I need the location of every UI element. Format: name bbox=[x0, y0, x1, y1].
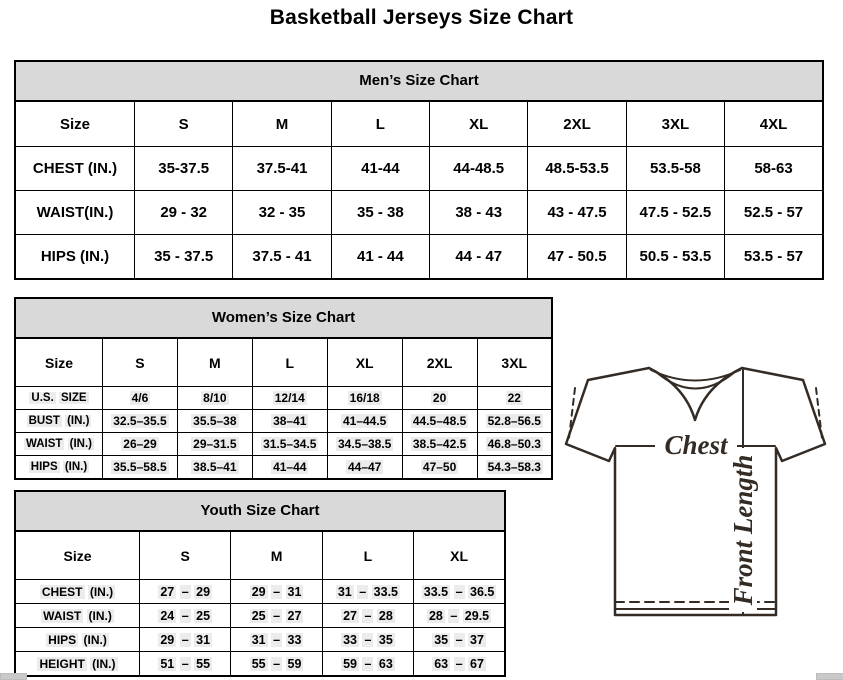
measurement-row bbox=[15, 604, 505, 628]
value-cell: 31 – 33 bbox=[231, 628, 322, 652]
value-cell: 35-37.5 bbox=[135, 147, 233, 191]
measurement-row bbox=[15, 433, 552, 456]
value-cell: 34.5–38.5 bbox=[327, 433, 402, 456]
value-cell: 38.5–42.5 bbox=[402, 433, 477, 456]
mens-size-chart-section bbox=[14, 60, 824, 280]
value-cell: 35 - 37.5 bbox=[135, 235, 233, 280]
value-cell: 44-48.5 bbox=[430, 147, 528, 191]
value-cell: 55 – 59 bbox=[231, 652, 322, 677]
size-column-header: L bbox=[252, 339, 327, 387]
size-column-header: XL bbox=[414, 532, 505, 580]
value-cell: 44 - 47 bbox=[430, 235, 528, 280]
value-cell: 43 - 47.5 bbox=[528, 191, 626, 235]
value-cell: 37.5 - 41 bbox=[233, 235, 331, 280]
size-label-cell: Size bbox=[15, 102, 135, 147]
row-label: CHEST (IN.) bbox=[15, 147, 135, 191]
value-cell: 31.5–34.5 bbox=[252, 433, 327, 456]
value-cell: 31 – 33.5 bbox=[322, 580, 413, 604]
value-cell: 27 – 29 bbox=[140, 580, 231, 604]
value-cell: 35.5–38 bbox=[177, 410, 252, 433]
chest-label: Chest bbox=[664, 430, 728, 460]
value-cell: 8/10 bbox=[177, 387, 252, 410]
value-cell: 48.5-53.5 bbox=[528, 147, 626, 191]
value-cell: 28 – 29.5 bbox=[414, 604, 505, 628]
size-column-header: S bbox=[135, 102, 233, 147]
value-cell: 16/18 bbox=[327, 387, 402, 410]
value-cell: 4/6 bbox=[103, 387, 178, 410]
womens-size-table bbox=[14, 338, 553, 480]
value-cell: 47 - 50.5 bbox=[528, 235, 626, 280]
row-label: WAIST(IN.) bbox=[15, 191, 135, 235]
measurement-row bbox=[15, 147, 823, 191]
youth-size-table bbox=[14, 531, 506, 677]
value-cell: 63 – 67 bbox=[414, 652, 505, 677]
size-header-row bbox=[15, 102, 823, 147]
size-label-cell: Size bbox=[15, 532, 140, 580]
measurement-row bbox=[15, 628, 505, 652]
value-cell: 27 – 28 bbox=[322, 604, 413, 628]
value-cell: 33 – 35 bbox=[322, 628, 413, 652]
measurement-row bbox=[15, 652, 505, 677]
value-cell: 38 - 43 bbox=[430, 191, 528, 235]
size-column-header: S bbox=[103, 339, 178, 387]
measurement-row bbox=[15, 387, 552, 410]
row-label: HIPS (IN.) bbox=[15, 456, 103, 480]
value-cell: 38–41 bbox=[252, 410, 327, 433]
value-cell: 47–50 bbox=[402, 456, 477, 480]
value-cell: 33.5 – 36.5 bbox=[414, 580, 505, 604]
value-cell: 35 - 38 bbox=[331, 191, 429, 235]
value-cell: 37.5-41 bbox=[233, 147, 331, 191]
mens-size-table bbox=[14, 101, 824, 280]
size-label-cell: Size bbox=[15, 339, 103, 387]
youth-size-chart-section bbox=[14, 490, 506, 677]
value-cell: 41–44.5 bbox=[327, 410, 402, 433]
value-cell: 46.8–50.3 bbox=[477, 433, 552, 456]
measurement-row bbox=[15, 235, 823, 280]
row-label: HIPS (IN.) bbox=[15, 628, 140, 652]
row-label: CHEST (IN.) bbox=[15, 580, 140, 604]
value-cell: 26–29 bbox=[103, 433, 178, 456]
value-cell: 29–31.5 bbox=[177, 433, 252, 456]
value-cell: 32.5–35.5 bbox=[103, 410, 178, 433]
size-header-row bbox=[15, 339, 552, 387]
value-cell: 41 - 44 bbox=[331, 235, 429, 280]
size-column-header: 3XL bbox=[477, 339, 552, 387]
value-cell: 52.8–56.5 bbox=[477, 410, 552, 433]
row-label: HIPS (IN.) bbox=[15, 235, 135, 280]
jersey-measurement-diagram bbox=[552, 358, 834, 670]
row-label: WAIST (IN.) bbox=[15, 433, 103, 456]
value-cell: 25 – 27 bbox=[231, 604, 322, 628]
jersey-outline bbox=[566, 368, 825, 615]
value-cell: 44.5–48.5 bbox=[402, 410, 477, 433]
row-label: WAIST (IN.) bbox=[15, 604, 140, 628]
measurement-row bbox=[15, 191, 823, 235]
table-title-band: Women’s Size Chart bbox=[14, 297, 553, 338]
value-cell: 51 – 55 bbox=[140, 652, 231, 677]
value-cell: 38.5–41 bbox=[177, 456, 252, 480]
size-column-header: 3XL bbox=[626, 102, 724, 147]
jersey-svg bbox=[552, 358, 834, 670]
value-cell: 24 – 25 bbox=[140, 604, 231, 628]
value-cell: 58-63 bbox=[725, 147, 823, 191]
value-cell: 29 – 31 bbox=[140, 628, 231, 652]
size-column-header: M bbox=[233, 102, 331, 147]
value-cell: 29 – 31 bbox=[231, 580, 322, 604]
value-cell: 53.5-58 bbox=[626, 147, 724, 191]
value-cell: 50.5 - 53.5 bbox=[626, 235, 724, 280]
value-cell: 53.5 - 57 bbox=[725, 235, 823, 280]
size-column-header: L bbox=[322, 532, 413, 580]
value-cell: 29 - 32 bbox=[135, 191, 233, 235]
value-cell: 20 bbox=[402, 387, 477, 410]
measurement-row bbox=[15, 580, 505, 604]
row-label: U.S. SIZE bbox=[15, 387, 103, 410]
measurement-row bbox=[15, 456, 552, 480]
row-label: HEIGHT (IN.) bbox=[15, 652, 140, 677]
size-column-header: 2XL bbox=[402, 339, 477, 387]
table-title-band: Youth Size Chart bbox=[14, 490, 506, 531]
value-cell: 44–47 bbox=[327, 456, 402, 480]
measurement-row bbox=[15, 410, 552, 433]
size-column-header: S bbox=[140, 532, 231, 580]
value-cell: 22 bbox=[477, 387, 552, 410]
size-column-header: M bbox=[231, 532, 322, 580]
value-cell: 54.3–58.3 bbox=[477, 456, 552, 480]
value-cell: 35.5–58.5 bbox=[103, 456, 178, 480]
size-column-header: XL bbox=[430, 102, 528, 147]
size-column-header: 4XL bbox=[725, 102, 823, 147]
row-label: BUST (IN.) bbox=[15, 410, 103, 433]
size-column-header: M bbox=[177, 339, 252, 387]
page-title: Basketball Jerseys Size Chart bbox=[269, 6, 574, 29]
value-cell: 41–44 bbox=[252, 456, 327, 480]
value-cell: 35 – 37 bbox=[414, 628, 505, 652]
size-column-header: 2XL bbox=[528, 102, 626, 147]
front-length-label: Front Length bbox=[728, 454, 758, 606]
value-cell: 12/14 bbox=[252, 387, 327, 410]
womens-size-chart-section bbox=[14, 297, 553, 480]
value-cell: 59 – 63 bbox=[322, 652, 413, 677]
value-cell: 32 - 35 bbox=[233, 191, 331, 235]
value-cell: 52.5 - 57 bbox=[725, 191, 823, 235]
size-header-row bbox=[15, 532, 505, 580]
size-column-header: XL bbox=[327, 339, 402, 387]
value-cell: 47.5 - 52.5 bbox=[626, 191, 724, 235]
size-column-header: L bbox=[331, 102, 429, 147]
table-title-band: Men’s Size Chart bbox=[14, 60, 824, 101]
value-cell: 41-44 bbox=[331, 147, 429, 191]
